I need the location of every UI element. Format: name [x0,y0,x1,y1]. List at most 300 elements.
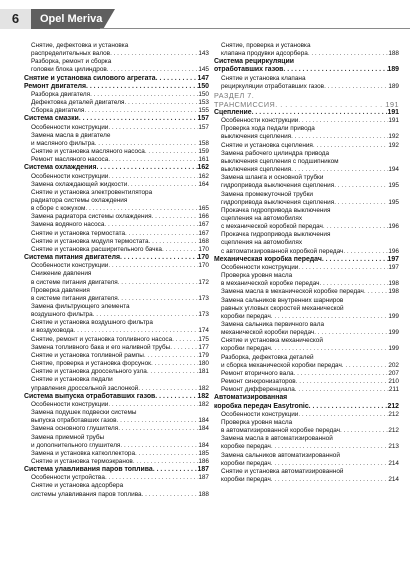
toc-entry-title: Снятие и установка термостата [31,229,126,237]
toc-entry[interactable] [24,385,209,393]
toc-entry[interactable] [24,458,209,466]
toc-entry[interactable] [214,345,399,353]
toc-entry-line: Прокачка гидропривода выключения [221,206,331,214]
dot-leader [135,450,198,458]
toc-entry-title: Замена масла в механической коробке передач [221,288,364,296]
toc-entry-title: коробки передач [221,345,271,353]
toc-entry-title: Снятие и установка расширительного бачка [31,245,162,253]
toc-entry-line: Замена фильтрующего элемента [31,303,130,310]
page-ref: 173 [198,311,209,319]
dot-leader [313,142,388,150]
dot-leader [108,262,198,270]
toc-entry-line: Разборка, ремонт и сборка [31,58,112,66]
toc-entry-line: Снятие и установка электровентилятора [31,188,153,196]
toc-entry-title: выключения сцепления [221,133,292,141]
dot-leader [95,140,199,148]
toc-entry[interactable] [24,148,209,156]
toc-entry-title: Ремонт вторичного вала [221,369,294,377]
page-ref: 182 [197,392,209,400]
toc-entry-line: Прокачка гидропривода выключения [221,231,331,239]
page-ref: 199 [388,329,399,337]
dot-leader [86,83,198,91]
toc-entry[interactable] [214,411,399,419]
dot-leader [364,288,388,296]
dot-leader [147,368,199,376]
page-ref: 182 [198,400,209,408]
dot-leader [152,213,199,221]
page-ref: 170 [197,254,209,262]
dot-leader [323,223,389,231]
dot-leader [153,466,198,474]
toc-entry[interactable] [214,166,399,174]
dot-leader [309,403,388,411]
page-ref: 213 [388,443,399,451]
page-ref: 179 [198,351,209,359]
toc-entry-title: в сборе с кожухом [31,205,86,213]
toc-entry[interactable] [24,262,209,270]
dot-leader [308,50,389,58]
page-ref: 214 [388,459,399,467]
toc-entry-title: механической коробки передач [221,329,315,337]
toc-entry-title: выключения сцепления [221,166,292,174]
page-ref: 191 [385,99,399,109]
dot-leader [271,345,389,353]
toc-entry-title: Ремонт дифференциала [221,386,295,394]
page-ref: 184 [198,441,209,449]
toc-entry-title: коробка передач Easytronic [214,402,309,410]
dot-leader [342,362,389,370]
dot-leader [322,256,388,264]
dot-leader [90,91,198,99]
page-ref: 196 [388,223,399,231]
toc-heading-line: Система рециркуляции [214,58,294,66]
dot-leader [298,264,388,272]
toc-entry-title: Система смазки [24,115,79,123]
section-label: РАЗДЕЛ 7. [214,90,255,100]
toc-entry[interactable] [24,246,209,254]
page-ref: 199 [388,312,399,320]
page-ref: 198 [388,280,399,288]
toc-entry-title: Особенности конструкции [31,123,109,131]
toc-entry-line: Замена рабочего цилиндра привода [221,149,330,157]
toc-entry-title: Особенности конструкции [221,263,299,271]
page-ref: 172 [198,278,209,286]
toc-entry-title: и дополнительного глушителя [31,441,121,449]
toc-entry-line: Замена сальников внутренних шарниров [221,296,344,304]
dot-leader [108,156,198,164]
toc-entry-title: в системе питания двигателя [31,278,118,286]
toc-entry[interactable] [214,362,399,370]
toc-entry[interactable] [24,327,209,335]
toc-entry-line: Замена приемной трубы [31,433,105,441]
toc-entry-line: Замена промежуточной трубки [221,190,313,198]
page-ref: 202 [388,361,399,369]
toc-entry-title: Особенности конструкции [31,400,109,408]
toc-entry-title: головки блока цилиндров [31,66,107,74]
toc-entry-title: Особенности устройства [31,474,105,482]
page-ref: 162 [198,172,209,180]
toc-entry-title: и воздуховода [31,327,74,335]
section-name: ТРАНСМИССИЯ [214,99,276,109]
page-ref: 180 [198,360,209,368]
page-ref: 195 [388,182,399,190]
toc-entry-line: Снятие и установка воздушного фильтра [31,319,153,327]
toc-entry-title: коробки передач [221,475,271,483]
toc-heading[interactable] [24,83,209,91]
toc-entry-title: Снятие и установка дроссельного узла [31,368,147,376]
toc-entry[interactable] [214,199,399,207]
toc-entry-title: и масляного фильтра [31,139,95,147]
dot-leader [271,313,389,321]
dot-leader [97,164,198,172]
dot-leader [118,279,199,287]
toc-heading[interactable] [24,115,209,123]
toc-entry-line: Замена масла в двигателе [31,131,111,139]
toc-entry-title: коробке передач [221,443,271,451]
dot-leader [124,99,198,107]
page-ref: 181 [198,368,209,376]
dot-leader [298,411,388,419]
toc-entry-line: радиатора системы охлаждения [31,196,128,204]
page-ref: 164 [198,180,209,188]
dot-leader [104,221,198,229]
page-ref: 188 [388,50,399,58]
dot-leader [108,401,198,409]
toc-entry[interactable] [214,50,399,58]
toc-entry-title: Снятие, проверка и установка форсунок [31,360,151,368]
toc-entry[interactable] [214,386,399,394]
toc-entry-title: Система охлаждения [24,164,97,172]
toc-entry[interactable] [24,491,209,499]
toc-entry[interactable] [24,425,209,433]
toc-entry-line: Проверка давления [31,286,90,294]
page-ref: 211 [388,386,399,394]
page-ref: 185 [198,449,209,457]
toc-entry[interactable] [24,238,209,246]
page-ref: 168 [198,237,209,245]
toc-entry[interactable] [24,442,209,450]
toc-entry-title: Дефектовка деталей двигателя [31,99,125,107]
toc-heading[interactable] [24,164,209,172]
dot-leader [334,182,388,190]
page-ref: 187 [198,474,209,482]
page-ref: 147 [197,74,209,82]
dot-leader [314,329,388,337]
page-ref: 153 [198,99,209,107]
page-ref: 184 [198,417,209,425]
toc-entry[interactable] [214,443,399,451]
page-ref: 143 [198,50,209,58]
toc-entry-title: Особенности конструкции [31,172,109,180]
toc-entry-title: распределительных валов [31,50,111,58]
page-ref: 186 [198,457,209,465]
toc-entry-line: Снижение давления [31,270,92,278]
toc-entry-title: Замена водяного насоса [31,221,105,229]
toc-entry-title: и сборка механической коробки передач [221,361,342,369]
dot-leader [118,425,198,433]
toc-entry-title: в механической коробке передач [221,280,320,288]
page-ref: 194 [388,166,399,174]
page-ref: 165 [198,205,209,213]
page-ref: 212 [387,402,399,410]
page-header [0,9,410,29]
toc-entry-title: Система питания двигателя [24,254,121,262]
dot-leader [291,133,388,141]
toc-entry[interactable] [24,156,209,164]
toc-entry-title: Снятие и установка масляного насоса [31,148,145,156]
toc-entry-line: выключения сцепления с подшипником [221,157,339,165]
dot-leader [108,124,198,132]
toc-entry-title: Снятие и установка термоэкранов [31,457,133,465]
dot-leader [117,417,199,425]
toc-entry-line: сцепления на автомобилях [221,214,303,222]
dot-leader [127,181,198,189]
toc-heading[interactable] [24,75,209,83]
dot-leader [79,115,198,123]
dot-leader [110,50,198,58]
toc-entry-title: с механической коробкой передач [221,223,323,231]
toc-heading[interactable] [214,66,399,74]
toc-heading-line: Автоматизированная [214,394,288,402]
toc-entry[interactable] [214,117,399,125]
toc-entry-title: гидропривода выключения сцепления [221,182,335,190]
page-ref: 195 [388,198,399,206]
toc-entry[interactable] [24,417,209,425]
page-ref: 157 [197,115,209,123]
page-ref: 188 [198,490,209,498]
page-ref: 159 [198,148,209,156]
page-ref: 197 [388,263,399,271]
toc-entry[interactable] [24,181,209,189]
toc-entry-title: выпуска отработавших газов [31,417,117,425]
book-title: Opel Meriva [40,13,103,25]
toc-entry[interactable] [214,378,399,386]
header-rule [100,28,410,29]
toc-entry-line: Замена подушек подвески системы [31,409,137,417]
page-ref: 199 [388,345,399,353]
toc-entry-line: Замена масла в автоматизированной [221,435,333,443]
toc-entry[interactable] [24,173,209,181]
page-ref: 170 [198,262,209,270]
dot-leader [74,327,199,335]
toc-entry[interactable] [24,91,209,99]
toc-entry[interactable] [214,133,399,141]
toc-entry[interactable] [24,344,209,352]
dot-leader [294,370,389,378]
page-ref: 212 [388,427,399,435]
toc-entry[interactable] [24,279,209,287]
toc-entry-title: Замена и установка катколлектора [31,449,135,457]
toc-entry[interactable] [214,288,399,296]
page-ref: 198 [388,288,399,296]
page-ref: 182 [198,384,209,392]
page-ref: 184 [198,425,209,433]
page-ref: 174 [198,327,209,335]
toc-entry[interactable] [214,370,399,378]
toc-entry[interactable] [214,313,399,321]
page-ref: 177 [198,343,209,351]
page-ref: 191 [388,117,399,125]
toc-entry-line: Снятие и установка клапана [221,74,306,82]
dot-leader [252,109,388,117]
toc-entry[interactable] [214,476,399,484]
toc-entry[interactable] [214,427,399,435]
page-ref: 175 [198,335,209,343]
toc-entry[interactable] [24,205,209,213]
toc-entry-title: Сцепление [214,108,252,116]
toc-entry-line: Снятие, дефектовка и установка [31,42,129,49]
toc-entry-title: отработавших газов [214,66,284,74]
toc-entry[interactable] [24,368,209,376]
page-ref: 150 [197,82,209,90]
toc-entry[interactable] [214,460,399,468]
toc-entry-title: Ремонт синхронизаторов [221,378,296,386]
toc-column-left [24,42,209,499]
dot-leader [144,352,199,360]
toc-entry-title: коробки передач [221,312,271,320]
page-ref: 214 [388,475,399,483]
toc-entry-line: Замена сальников автоматизированной [221,451,340,459]
toc-entry-title: Снятие и установка сцепления [221,141,313,149]
toc-entry[interactable] [24,221,209,229]
dot-leader [295,386,389,394]
dot-leader [343,248,388,256]
dot-leader [271,476,389,484]
dot-leader [324,83,388,91]
toc-entry-line: Снятие и установка механической [221,337,323,345]
toc-entry-title: управления дроссельной заслонкой [31,384,139,392]
dot-leader [170,344,198,352]
toc-heading[interactable] [24,254,209,262]
toc-entry[interactable] [24,213,209,221]
toc-entry[interactable] [24,336,209,344]
toc-entry-title: Ремонт масляного насоса [31,156,109,164]
page-ref: 192 [388,133,399,141]
toc-entry-title: Разборка двигателя [31,90,91,98]
page-ref: 196 [388,247,399,255]
toc-entry[interactable] [24,352,209,360]
toc-entry[interactable] [214,142,399,150]
toc-entry-line: Снятие и установка адсорбера [31,482,124,490]
dot-leader [283,66,387,74]
page-ref: 207 [388,369,399,377]
toc-entry[interactable] [24,140,209,148]
dot-leader [275,100,385,109]
dot-leader [108,173,198,181]
toc-entry-line: Разборка, дефектовка деталей [221,353,314,361]
toc-entry[interactable] [24,66,209,74]
toc-heading[interactable] [214,403,399,411]
toc-entry[interactable] [24,360,209,368]
dot-leader [107,66,199,74]
toc-entry-title: Система выпуска отработавших газов [24,392,156,400]
dot-leader [291,166,388,174]
dot-leader [133,458,199,466]
toc-entry-line: равных угловых скоростей механической [221,304,344,312]
dot-leader [334,199,388,207]
toc-entry[interactable] [24,311,209,319]
toc-heading[interactable] [214,256,399,264]
toc-entry-title: в системе питания двигателя [31,294,118,302]
toc-entry[interactable] [24,401,209,409]
dot-leader [271,443,388,451]
toc-entry-title: Замена радиатора системы охлаждения [31,213,152,221]
toc-entry-title: Особенности конструкции [31,262,109,270]
toc-entry[interactable] [24,450,209,458]
toc-entry[interactable] [214,264,399,272]
section-title[interactable] [214,100,399,109]
toc-entry-line: Проверка уровня масла [221,272,293,280]
dot-leader [118,295,199,303]
page-ref: 155 [198,107,209,115]
page-ref: 189 [388,82,399,90]
dot-leader [120,254,197,262]
dot-leader [271,460,389,468]
dot-leader [138,385,198,393]
toc-entry-line: Снятие, проверка и установка [221,42,311,49]
toc-entry-title: Замена основного глушителя [31,425,119,433]
toc-entry-line: Снятие и установка автоматизированной [221,467,344,475]
toc-entry[interactable] [214,182,399,190]
dot-leader [155,393,197,401]
toc-entry-line: сцепления на автомобилях [221,239,303,247]
page-ref: 162 [197,164,209,172]
page-ref: 167 [198,229,209,237]
toc-entry-title: коробки передач [221,459,271,467]
dot-leader [125,230,198,238]
toc-entry[interactable] [24,124,209,132]
toc-entry-title: Механическая коробка передач [214,255,322,263]
toc-entry-title: воздушного фильтра [31,311,93,319]
toc-entry-title: клапана продувки адсорбера [221,50,308,58]
page-ref: 187 [197,466,209,474]
toc-entry-title: Замена охлаждающей жидкости [31,180,128,188]
page-ref: 167 [198,221,209,229]
toc-entry-title: Замена топливного бака и его наливной трубы [31,343,171,351]
page-ref: 158 [198,139,209,147]
toc-entry[interactable] [24,230,209,238]
toc-entry-title: Ремонт двигателя [24,82,86,90]
toc-entry[interactable] [214,223,399,231]
page-ref: 210 [388,378,399,386]
toc-entry-title: рециркуляции отработавших газов [221,82,325,90]
toc-entry-line: Проверка хода педали привода [221,125,315,133]
toc-entry-title: Сборка двигателя [31,107,85,115]
toc-heading[interactable] [24,393,209,401]
toc-entry[interactable] [214,83,399,91]
toc-entry[interactable] [214,248,399,256]
toc-entry-title: Снятие и установка модуля термостата [31,237,149,245]
page-ref: 157 [198,123,209,131]
toc-entry-line: Снятие и установка педали [31,376,113,384]
toc-entry[interactable] [24,107,209,115]
toc-entry-title: системы улавливания паров топлива [31,490,142,498]
dot-leader [120,442,198,450]
toc-entry-title: Снятие и установка топливной рампы [31,351,144,359]
toc-heading[interactable] [214,109,399,117]
page-number: 6 [0,9,31,29]
dot-leader [93,311,199,319]
dot-leader [142,491,199,499]
page-ref: 191 [387,108,399,116]
dot-leader [340,427,388,435]
toc-entry[interactable] [24,295,209,303]
toc-column-right [214,42,399,484]
toc-entry-title: с автоматизированной коробкой передач [221,247,344,255]
dot-leader [172,336,198,344]
page-ref: 192 [388,141,399,149]
dot-leader [85,205,198,213]
